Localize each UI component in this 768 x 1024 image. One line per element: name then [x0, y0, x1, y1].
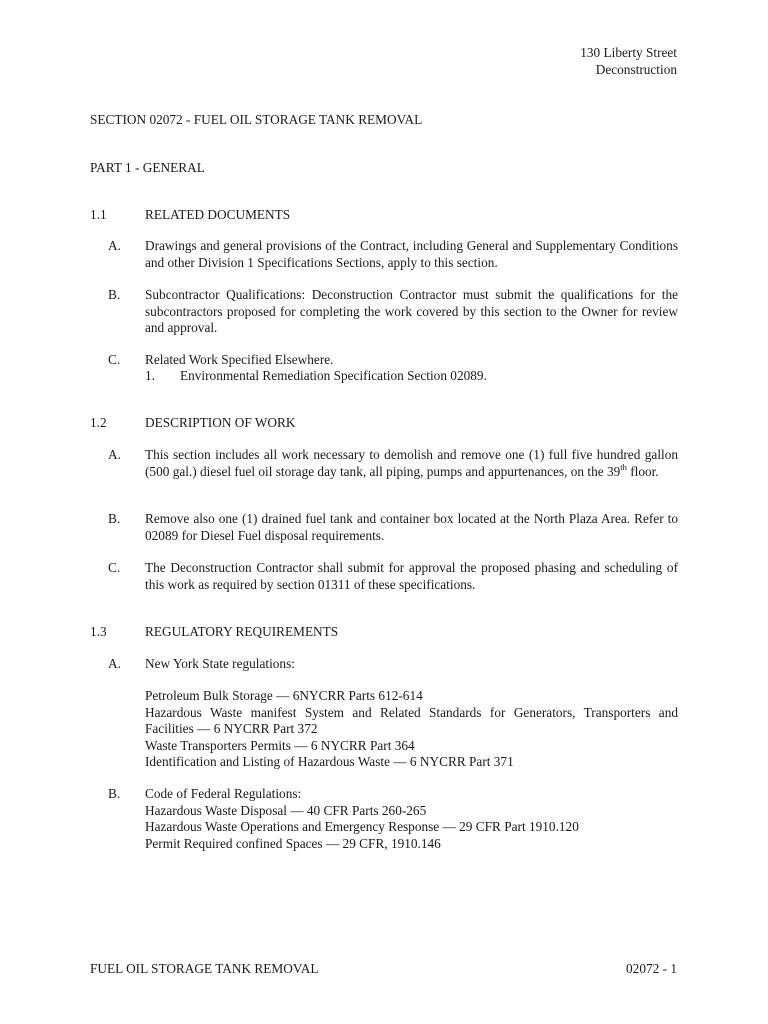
header-address: 130 Liberty Street: [580, 45, 677, 60]
paragraph-text: floor.: [626, 463, 659, 479]
article-number-1-3: 1.3: [90, 624, 107, 639]
paragraph-text: This section includes all work necessary to demolish and remove one (1) full five hundred gallon (500 gal.) diesel fuel oil storage day tank, all piping, pumps and appurtenances, on the 39: [145, 447, 678, 479]
paragraph-text: Code of Federal Regulations:: [145, 786, 302, 801]
paragraph-1-1-a: Drawings and general provisions of the Contract, including General and Supplementary Conditions and other Division 1 Specifications Sections, apply to this section.: [145, 238, 678, 270]
article-heading-1-3: REGULATORY REQUIREMENTS: [145, 624, 339, 639]
paragraph-1-2-b: Remove also one (1) drained fuel tank and container box located at the North Plaza Area. Refer to 02089 for Diesel Fuel disposal requirements.: [145, 511, 678, 543]
article-heading-1-2: DESCRIPTION OF WORK: [145, 415, 296, 430]
part-title: PART 1 - GENERAL: [90, 160, 205, 175]
regulation-list-nys: [145, 688, 678, 771]
paragraph-letter: A.: [108, 447, 121, 462]
paragraph-1-3-b: [145, 786, 678, 852]
subparagraph-1-1-c-1: Environmental Remediation Specification Section 02089.: [180, 368, 487, 383]
paragraph-1-3-a: New York State regulations:: [145, 656, 295, 671]
list-item: Identification and Listing of Hazardous Waste — 6 NYCRR Part 371: [145, 754, 514, 769]
article-number-1-2: 1.2: [90, 415, 107, 430]
section-title: SECTION 02072 - FUEL OIL STORAGE TANK REMOVAL: [90, 112, 423, 127]
list-item: Hazardous Waste Disposal — 40 CFR Parts 260-265: [145, 802, 427, 818]
paragraph-letter: B.: [108, 287, 121, 302]
list-item: Hazardous Waste manifest System and Related Standards for Generators, Transporters and Facilities — 6 NYCRR Part 372: [145, 704, 678, 736]
article-number-1-1: 1.1: [90, 207, 107, 222]
footer-title: FUEL OIL STORAGE TANK REMOVAL: [90, 961, 319, 976]
page-number: 02072 - 1: [626, 961, 677, 976]
paragraph-letter: A.: [108, 238, 121, 253]
paragraph-letter: C.: [108, 352, 121, 367]
subparagraph-number: 1.: [145, 368, 155, 383]
list-item: Permit Required confined Spaces — 29 CFR, 1910.146: [145, 835, 441, 851]
header-project: Deconstruction: [595, 61, 677, 77]
list-item: Hazardous Waste Operations and Emergency Response — 29 CFR Part 1910.120: [145, 819, 579, 834]
paragraph-letter: B.: [108, 511, 121, 526]
list-item: Petroleum Bulk Storage — 6NYCRR Parts 612-614: [145, 688, 423, 703]
paragraph-1-2-a: [145, 447, 678, 480]
paragraph-letter: A.: [108, 656, 121, 671]
article-heading-1-1: RELATED DOCUMENTS: [145, 207, 291, 222]
page-header: [580, 45, 677, 78]
ordinal-superscript: th: [620, 461, 627, 472]
paragraph-letter: C.: [108, 560, 121, 575]
paragraph-letter: B.: [108, 786, 121, 801]
paragraph-1-1-b: Subcontractor Qualifications: Deconstruction Contractor must submit the qualifications for the subcontractors proposed for completing the work covered by this section to the Owner for review and approval.: [145, 287, 678, 335]
paragraph-1-1-c: Related Work Specified Elsewhere.: [145, 352, 334, 367]
paragraph-1-2-c: The Deconstruction Contractor shall submit for approval the proposed phasing and scheduling of this work as required by section 01311 of these specifications.: [145, 560, 678, 592]
list-item: Waste Transporters Permits — 6 NYCRR Part 364: [145, 737, 415, 753]
